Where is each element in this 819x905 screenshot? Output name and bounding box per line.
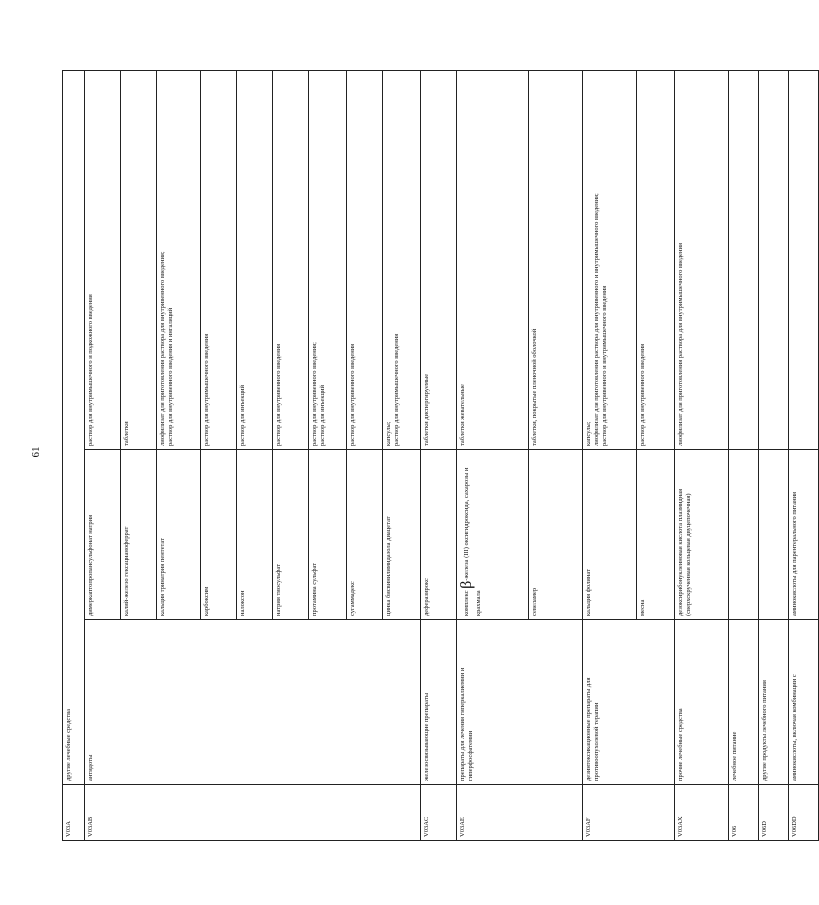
drug-name: димеркаптопропансульфонат натрия (85, 450, 121, 620)
dosage-form: лиофилизат для приготовления раствора для внутримышечного введения (675, 71, 729, 450)
table-row (63, 71, 85, 841)
atc-code: V03AF (583, 785, 675, 841)
dosage-form (583, 71, 637, 450)
drug-name: дезоксирибонуклеиновая кислота плазмидная (сверхскрученная кольцевая двуцепочечная) (675, 450, 729, 620)
group-name: антидоты (85, 620, 421, 785)
drug-name: цинка бисвинилимидазола диацетат (383, 450, 421, 620)
atc-code: V03AE (457, 785, 583, 841)
dosage-form (729, 71, 759, 450)
medicines-table (62, 70, 819, 841)
drug-name: калий-железо гексацианоферрат (121, 450, 157, 620)
dosage-form: таблетки жевательные (457, 71, 529, 450)
group-name: лечебное питание (729, 620, 759, 785)
group-name: железосвязывающие препараты (421, 620, 457, 785)
beta-symbol: β (458, 580, 475, 589)
atc-code: V03AB (85, 785, 421, 841)
atc-code: V03A (63, 785, 85, 841)
drug-name: аминокислоты для парентерального питания (789, 450, 819, 620)
table-row (85, 71, 121, 841)
dosage-form: раствор для внутривенного введения (637, 71, 675, 450)
group-name: другие продукты лечебного питания (759, 620, 789, 785)
dosage-form: раствор для внутривенного введения (347, 71, 383, 450)
group-name: прочие лечебные средства (675, 620, 729, 785)
dosage-form (789, 71, 819, 450)
dosage-form (759, 71, 789, 450)
drug-name: налоксон (237, 450, 273, 620)
drug-name-prefix: комплекс (463, 590, 470, 616)
dosage-form: раствор для внутримышечного введения (201, 71, 237, 450)
drug-name: севеламер (529, 450, 583, 620)
dosage-form-line: раствор для внутримышечного введения (393, 333, 401, 446)
drug-name: месна (637, 450, 675, 620)
document-table-container (62, 70, 798, 841)
dosage-form-line: лиофилизат для приготовления раствора для внутривенного введения; (159, 251, 166, 446)
table-row (729, 71, 759, 841)
group-name: дезинтоксикационные препараты для противоопухолевой терапии (583, 620, 675, 785)
drug-name: сугаммадекс (347, 450, 383, 620)
table-row (759, 71, 789, 841)
atc-code: V03AC (421, 785, 457, 841)
table-row (457, 71, 529, 841)
drug-name (729, 450, 759, 620)
dosage-form-line: капсулы; (385, 421, 392, 446)
atc-code: V03AX (675, 785, 729, 841)
group-name: другие лечебные средства (63, 71, 85, 785)
dosage-form-line: лиофилизат для приготовления раствора для внутривенного и внутримышечного введения; (593, 193, 601, 446)
table-row (789, 71, 819, 841)
table-row (675, 71, 729, 841)
dosage-form-line: раствор для внутривенного и внутримышечного введения (601, 285, 609, 446)
drug-name (457, 450, 529, 620)
dosage-form (309, 71, 347, 450)
dosage-form: таблетки диспергируемые (421, 71, 457, 450)
dosage-form (383, 71, 421, 450)
table-row (583, 71, 637, 841)
group-name: препараты для лечения гиперкалиемии и гиперфосфатемии (457, 620, 583, 785)
dosage-form: раствор для инъекций (237, 71, 273, 450)
drug-name: кальция тринатрия пентетат (157, 450, 201, 620)
dosage-form: таблетки (121, 71, 157, 450)
drug-name: карбоксим (201, 450, 237, 620)
group-name: аминокислоты, включая комбинации с (789, 620, 819, 785)
drug-name-suffix: -железа (III) оксигидроксида, сахарозы и крахмала (463, 467, 482, 616)
atc-code: V06 (729, 785, 759, 841)
drug-name: деферазирокс (421, 450, 457, 620)
drug-name (759, 450, 789, 620)
dosage-form-line: раствор для внутривенного введения; (311, 342, 318, 446)
page-number: 61 (30, 446, 42, 458)
dosage-form (157, 71, 201, 450)
drug-name: протамина сульфат (309, 450, 347, 620)
dosage-form: раствор для внутривенного введения (273, 71, 309, 450)
drug-name: кальция фолинат (583, 450, 637, 620)
dosage-form-line: раствор для внутривенного введения и ингаляций (167, 307, 175, 446)
atc-code: V06D (759, 785, 789, 841)
dosage-form-line: раствор для инъекций (319, 385, 327, 446)
table-row (421, 71, 457, 841)
dosage-form-line: капсулы; (585, 421, 592, 446)
dosage-form: таблетки, покрытые пленочной оболочкой (529, 71, 583, 450)
atc-code: V06DD (789, 785, 819, 841)
dosage-form: раствор для внутримышечного и подкожного введения (85, 71, 121, 450)
drug-name: натрия тиосульфат (273, 450, 309, 620)
